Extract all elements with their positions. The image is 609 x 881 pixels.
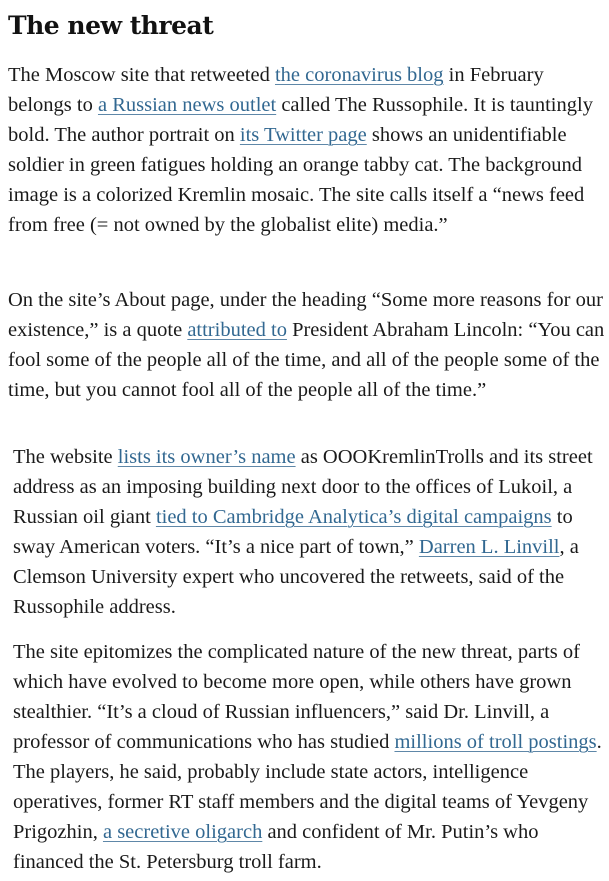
link-secretive-oligarch[interactable]: a secretive oligarch bbox=[102, 821, 263, 843]
paragraph bbox=[13, 637, 609, 877]
text-segment: . The players, he said, probably include state actors, intelligence operatives, former RT staff members and the digital teams of Yevgeny Prigozhin, bbox=[13, 731, 602, 843]
link-coronavirus-blog[interactable]: the coronavirus blog bbox=[274, 64, 444, 86]
text-segment: On the site’s About page, under the heading “Some more reasons for our existence,” is a quote bbox=[8, 289, 603, 341]
link-troll-postings[interactable]: millions of troll postings bbox=[394, 731, 597, 753]
paragraph bbox=[8, 285, 606, 405]
link-darren-linvill[interactable]: Darren L. Linvill bbox=[418, 536, 560, 558]
text-segment: The site epitomizes the complicated nature of the new threat, parts of which have evolved to become more open, while others have grown stealthier. “It’s a cloud of Russian influencers,” said Dr. Linvill, a professor of communications who has studied bbox=[13, 641, 580, 753]
text-segment: to sway American voters. “It’s a nice part of town,” bbox=[13, 506, 573, 558]
text-segment: in February belongs to bbox=[8, 64, 544, 116]
paragraph bbox=[8, 60, 606, 240]
text-segment: President Abraham Lincoln: “You can fool some of the people all of the time, and all of the people some of the time, but you cannot fool all of the people all of the time.” bbox=[8, 319, 605, 401]
link-owners-name[interactable]: lists its owner’s name bbox=[117, 446, 296, 468]
text-segment: , a Clemson University expert who uncovered the retweets, said of the Russophile address. bbox=[13, 536, 579, 618]
link-russian-news-outlet[interactable]: a Russian news outlet bbox=[97, 94, 277, 116]
text-segment: called The Russophile. It is tauntingly bold. The author portrait on bbox=[8, 94, 593, 146]
text-segment: The website bbox=[13, 446, 118, 468]
text-segment: as OOOKremlinTrolls and its street address as an imposing building next door to the offices of Lukoil, a Russian oil giant bbox=[13, 446, 593, 528]
link-attributed-to[interactable]: attributed to bbox=[187, 319, 287, 341]
link-cambridge-analytica[interactable]: tied to Cambridge Analytica’s digital campaigns bbox=[155, 506, 552, 528]
section-heading: The new threat bbox=[8, 11, 214, 40]
text-segment: shows an unidentifiable soldier in green fatigues holding an orange tabby cat. The background image is a colorized Kremlin mosaic. The site calls itself a “news feed from free (= not owned by the globalist elite) media.” bbox=[8, 124, 585, 236]
paragraph bbox=[13, 442, 609, 622]
text-segment: The Moscow site that retweeted bbox=[8, 64, 275, 86]
link-twitter-page[interactable]: its Twitter page bbox=[239, 124, 367, 146]
text-segment: and confident of Mr. Putin’s who financed the St. Petersburg troll farm. bbox=[13, 821, 539, 873]
